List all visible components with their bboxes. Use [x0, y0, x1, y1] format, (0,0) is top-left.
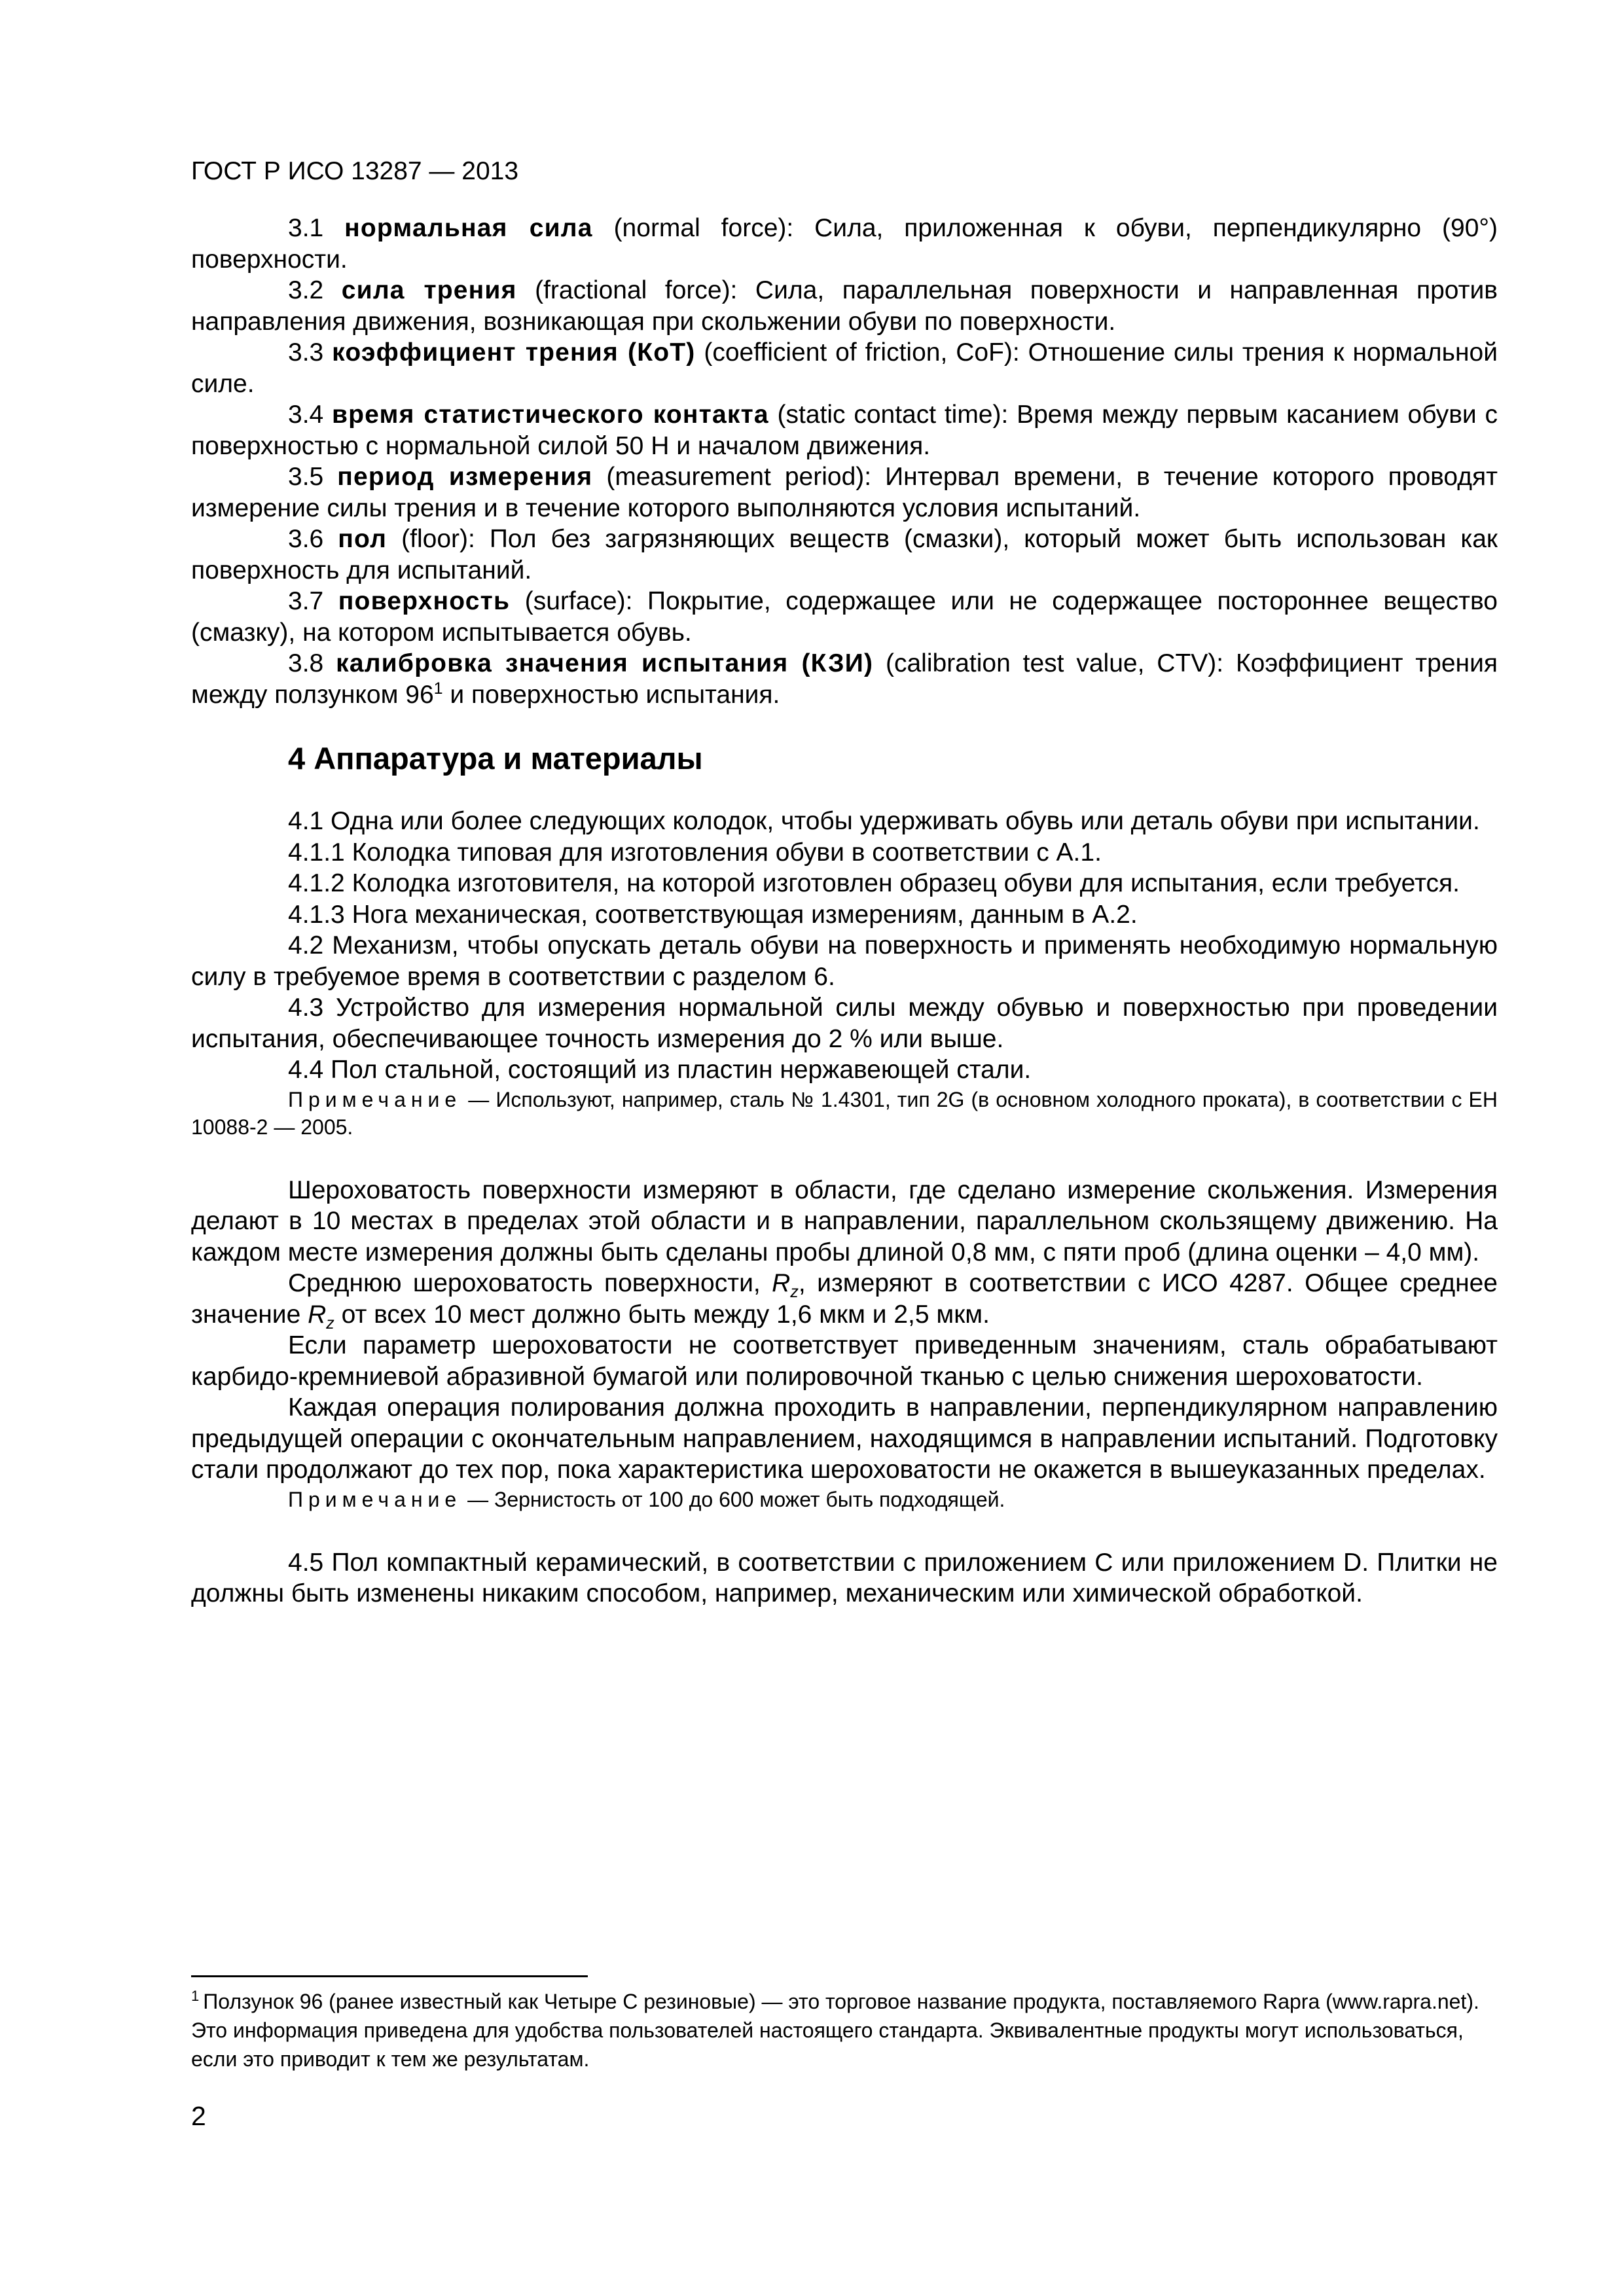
definition-number: 3.4: [288, 401, 324, 429]
note-text: — Зернистость от 100 до 600 может быть подходящей.: [461, 1487, 1005, 1511]
definition-term: поверхность: [338, 587, 511, 615]
clause-4-5: 4.5 Пол компактный керамический, в соответствии с приложением С или приложением D. Плитки не должны быть изменены никаким способом, например, механическим или химической обработкой.: [191, 1548, 1498, 1607]
definition-number: 3.2: [288, 276, 324, 304]
text-span: Среднюю шероховатость поверхности,: [288, 1269, 772, 1297]
footnote-separator: [191, 1975, 588, 1977]
rz-subscript: z: [326, 1314, 334, 1333]
note-text: — Используют, например, сталь № 1.4301, тип 2G (в основном холодного проката), в соответствии с ЕН 10088-2 — 2005.: [191, 1087, 1498, 1139]
clause-4-1-1: 4.1.1 Колодка типовая для изготовления обуви в соответствии с А.1.: [288, 838, 1102, 867]
rz-subscript: z: [790, 1282, 799, 1301]
clause-4-1-2: 4.1.2 Колодка изготовителя, на которой изготовлен образец обуви для испытания, если требуется.: [288, 869, 1460, 897]
definition-3-2: [191, 275, 1498, 337]
footnote-text: Ползунок 96 (ранее известный как Четыре С резиновые) — это торговое название продукта, поставляемого Rapra (www.rapra.net). Это информация приведена для удобства пользователей настоящего стандарта. Эквивалентные продукты могут использоваться, если это приводит к тем же результатам.: [191, 1990, 1479, 2071]
definition-3-3: [191, 337, 1498, 399]
definition-term: коэффициент трения (КоТ): [332, 338, 696, 367]
definition-text: (static contact time): Время между первым касанием обуви с поверхностью с нормальной силой 50 Н и началом движения.: [191, 401, 1498, 460]
note-steel: [191, 1086, 1498, 1141]
note-label: Примечание: [288, 1087, 462, 1111]
roughness-paragraph-1: Шероховатость поверхности измеряют в области, где сделано измерение скольжения. Измерения делают в 10 местах в пределах этой области и в направлении, параллельном скользящему движению. На каждом месте измерения должны быть сделаны пробы длиной 0,8 мм, с пяти проб (длина оценки – 4,0 мм).: [191, 1175, 1498, 1266]
definition-term: сила трения: [341, 276, 517, 304]
definition-number: 3.3: [288, 338, 324, 367]
definition-3-5: [191, 461, 1498, 524]
roughness-paragraph-2: [191, 1268, 1498, 1333]
definition-3-4: [191, 399, 1498, 461]
footnote-mark: 1: [191, 1988, 200, 2005]
definition-term: калибровка значения испытания (КЗИ): [336, 649, 874, 677]
rz-letter: R: [308, 1300, 327, 1329]
note-label: Примечание: [288, 1487, 462, 1511]
clause-4-1: 4.1 Одна или более следующих колодок, чтобы удерживать обувь или деталь обуви при испытании.: [288, 807, 1480, 835]
page-number: 2: [191, 2101, 206, 2131]
definition-text: (surface): Покрытие, содержащее или не содержащее постороннее вещество (смазку), на котором испытывается обувь.: [191, 587, 1498, 647]
definition-term: пол: [338, 525, 388, 553]
definition-term: время статистического контакта: [331, 401, 769, 429]
definition-text: (coefficient of friction, CoF): Отношение силы трения к нормальной силе.: [191, 338, 1498, 398]
clause-4-2: 4.2 Механизм, чтобы опускать деталь обуви на поверхность и применять необходимую нормальную силу в требуемое время в соответствии с разделом 6.: [191, 931, 1498, 991]
definition-term: период измерения: [337, 463, 593, 491]
definition-3-7: [191, 586, 1498, 648]
rz-symbol: [772, 1269, 799, 1301]
document-header: ГОСТ Р ИСО 13287 — 2013: [191, 157, 519, 185]
text-span: , измеряют в соответствии с ИСО 4287. Общее среднее значение: [191, 1269, 1498, 1329]
rz-symbol: [308, 1300, 334, 1333]
definition-text: (normal force): Сила, приложенная к обуви, перпендикулярно (90°) поверхности.: [191, 214, 1498, 274]
clause-4-1-3: 4.1.3 Нога механическая, соответствующая измерениям, данным в А.2.: [288, 900, 1138, 929]
definition-number: 3.6: [288, 525, 324, 553]
definition-number: 3.5: [288, 463, 324, 491]
note-grit: [191, 1486, 1498, 1513]
footnote-reference: 1: [433, 679, 443, 698]
page-content: [191, 213, 1498, 1609]
definition-term: нормальная сила: [344, 214, 593, 242]
roughness-paragraph-3: Если параметр шероховатости не соответствует приведенным значениям, сталь обрабатывают карбидо-кремниевой абразивной бумагой или полировочной тканью с целью снижения шероховатости.: [191, 1331, 1498, 1391]
definition-text: (measurement period): Интервал времени, в течение которого проводят измерение силы трения и в течение которого выполняются условия испытаний.: [191, 463, 1498, 522]
definition-text: (floor): Пол без загрязняющих веществ (смазки), который может быть использован как поверхность для испытаний.: [191, 525, 1498, 584]
definition-3-8: [191, 648, 1498, 710]
footnote: [191, 1987, 1494, 2073]
clause-4-4: 4.4 Пол стальной, состоящий из пластин нержавеющей стали.: [288, 1056, 1032, 1084]
definition-text: (fractional force): Сила, параллельная поверхности и направленная против направления движения, возникающая при скольжении обуви по поверхности.: [191, 276, 1498, 336]
roughness-paragraph-4: Каждая операция полирования должна проходить в направлении, перпендикулярном направлению предыдущей операции с окончательным направлением, находящимся в направлении испытаний. Подготовку стали продолжают до тех пор, пока характеристика шероховатости не окажется в вышеуказанных пределах.: [191, 1393, 1498, 1484]
definition-number: 3.1: [288, 214, 324, 242]
definition-3-1: [191, 213, 1498, 275]
definition-3-6: [191, 524, 1498, 586]
definition-number: 3.7: [288, 587, 324, 615]
definition-text-end: и поверхностью испытания.: [442, 680, 780, 709]
rz-letter: R: [772, 1269, 791, 1297]
definition-number: 3.8: [288, 649, 324, 677]
clause-4-3: 4.3 Устройство для измерения нормальной силы между обувью и поверхностью при проведении испытания, обеспечивающее точность измерения до 2 % или выше.: [191, 994, 1498, 1053]
text-span: от всех 10 мест должно быть между 1,6 мкм и 2,5 мкм.: [334, 1300, 990, 1329]
definition-text: (calibration test value, CTV): Коэффициент трения между ползунком 96: [191, 649, 1498, 709]
section-4-heading: 4 Аппаратура и материалы: [288, 741, 703, 776]
